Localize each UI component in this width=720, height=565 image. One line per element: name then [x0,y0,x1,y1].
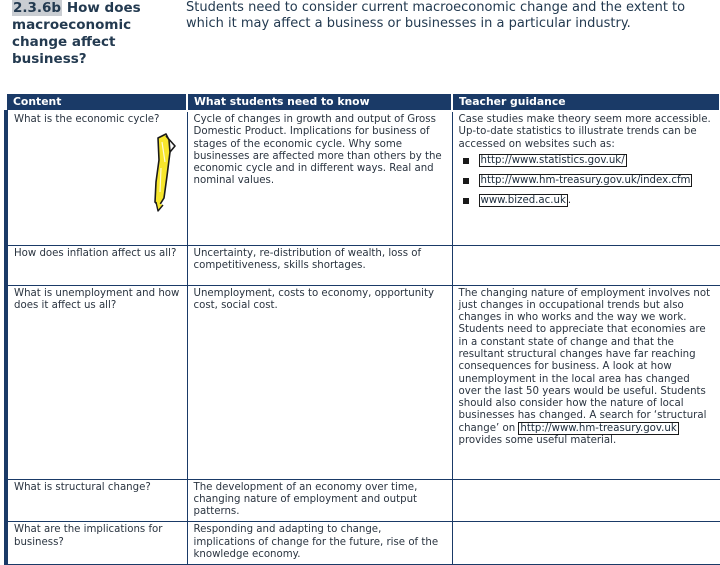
know-cell: Cycle of changes in growth and output of Gross Domestic Product. Implications for business of stages of the economic cycle. Why some businesses are affected more than others by the economic cycle and in different ways. Real and nominal values. [187,111,452,245]
guidance-text: Case studies make theory seem more accessible. Up-to-date statistics to illustrate trends can be accessed on websites such as: [458,114,711,150]
bized-link[interactable]: www.bized.ac.uk [480,195,566,207]
table-row [6,522,720,565]
section-title-text: How does macroeconomic change affect business? [12,0,141,67]
know-cell: Responding and adapting to change, implications of change for the future, rise of the knowledge economy. [187,522,452,565]
guidance-text-end: provides some useful material. [458,435,617,447]
table-row [6,479,720,522]
column-header-content: Content [6,93,187,111]
hm-treasury-link[interactable]: http://www.hm-treasury.gov.uk/index.cfm [480,175,691,187]
section-title [12,0,172,68]
link-list [459,155,714,208]
hm-treasury-search-link[interactable]: http://www.hm-treasury.gov.uk [520,422,677,434]
column-header-know: What students need to know [187,93,452,111]
table-row [6,285,720,479]
page-header [0,0,720,86]
content-cell: How does inflation affect us all? [6,245,187,285]
list-item [459,175,714,187]
guidance-table [4,92,720,565]
column-header-guidance: Teacher guidance [452,93,720,111]
highlighter-pen-icon [144,132,184,214]
know-cell: Uncertainty, re-distribution of wealth, loss of competitiveness, skills shortages. [187,245,452,285]
table-row [6,245,720,285]
guidance-cell [452,522,720,565]
guidance-cell [452,479,720,522]
guidance-cell [452,111,720,245]
content-cell: What is structural change? [6,479,187,522]
section-code: 2.3.6b [13,0,62,16]
list-item [459,155,714,167]
table-header-row [6,93,720,111]
table-row [6,111,720,245]
content-cell: What are the implications for business? [6,522,187,565]
guidance-cell [452,285,720,479]
know-cell: The development of an economy over time, changing nature of employment and output patterns. [187,479,452,522]
statistics-link[interactable]: http://www.statistics.gov.uk/ [480,154,625,166]
know-cell: Unemployment, costs to economy, opportunity cost, social cost. [187,285,452,479]
list-item: www.bized.ac.uk . [459,195,714,207]
guidance-text: The changing nature of employment involves not just changes in occupational trends but also changes in who works and the way we work. Students need to appreciate that economies are in a constant state of change and that the resultant structural changes have far reaching consequences for business. A look at how unemployment in the local area has changed over the last 50 years would be useful. Students should also consider how the nature of local businesses has changed. A search for ‘structural change’ on [458,287,711,434]
content-cell: What is unemployment and how does it affect us all? [6,285,187,479]
content-cell: What is the economic cycle? [6,111,187,245]
section-intro: Students need to consider current macroeconomic change and the extent to which it may affect a business or businesses in a particular industry. [186,0,686,31]
guidance-cell [452,245,720,285]
